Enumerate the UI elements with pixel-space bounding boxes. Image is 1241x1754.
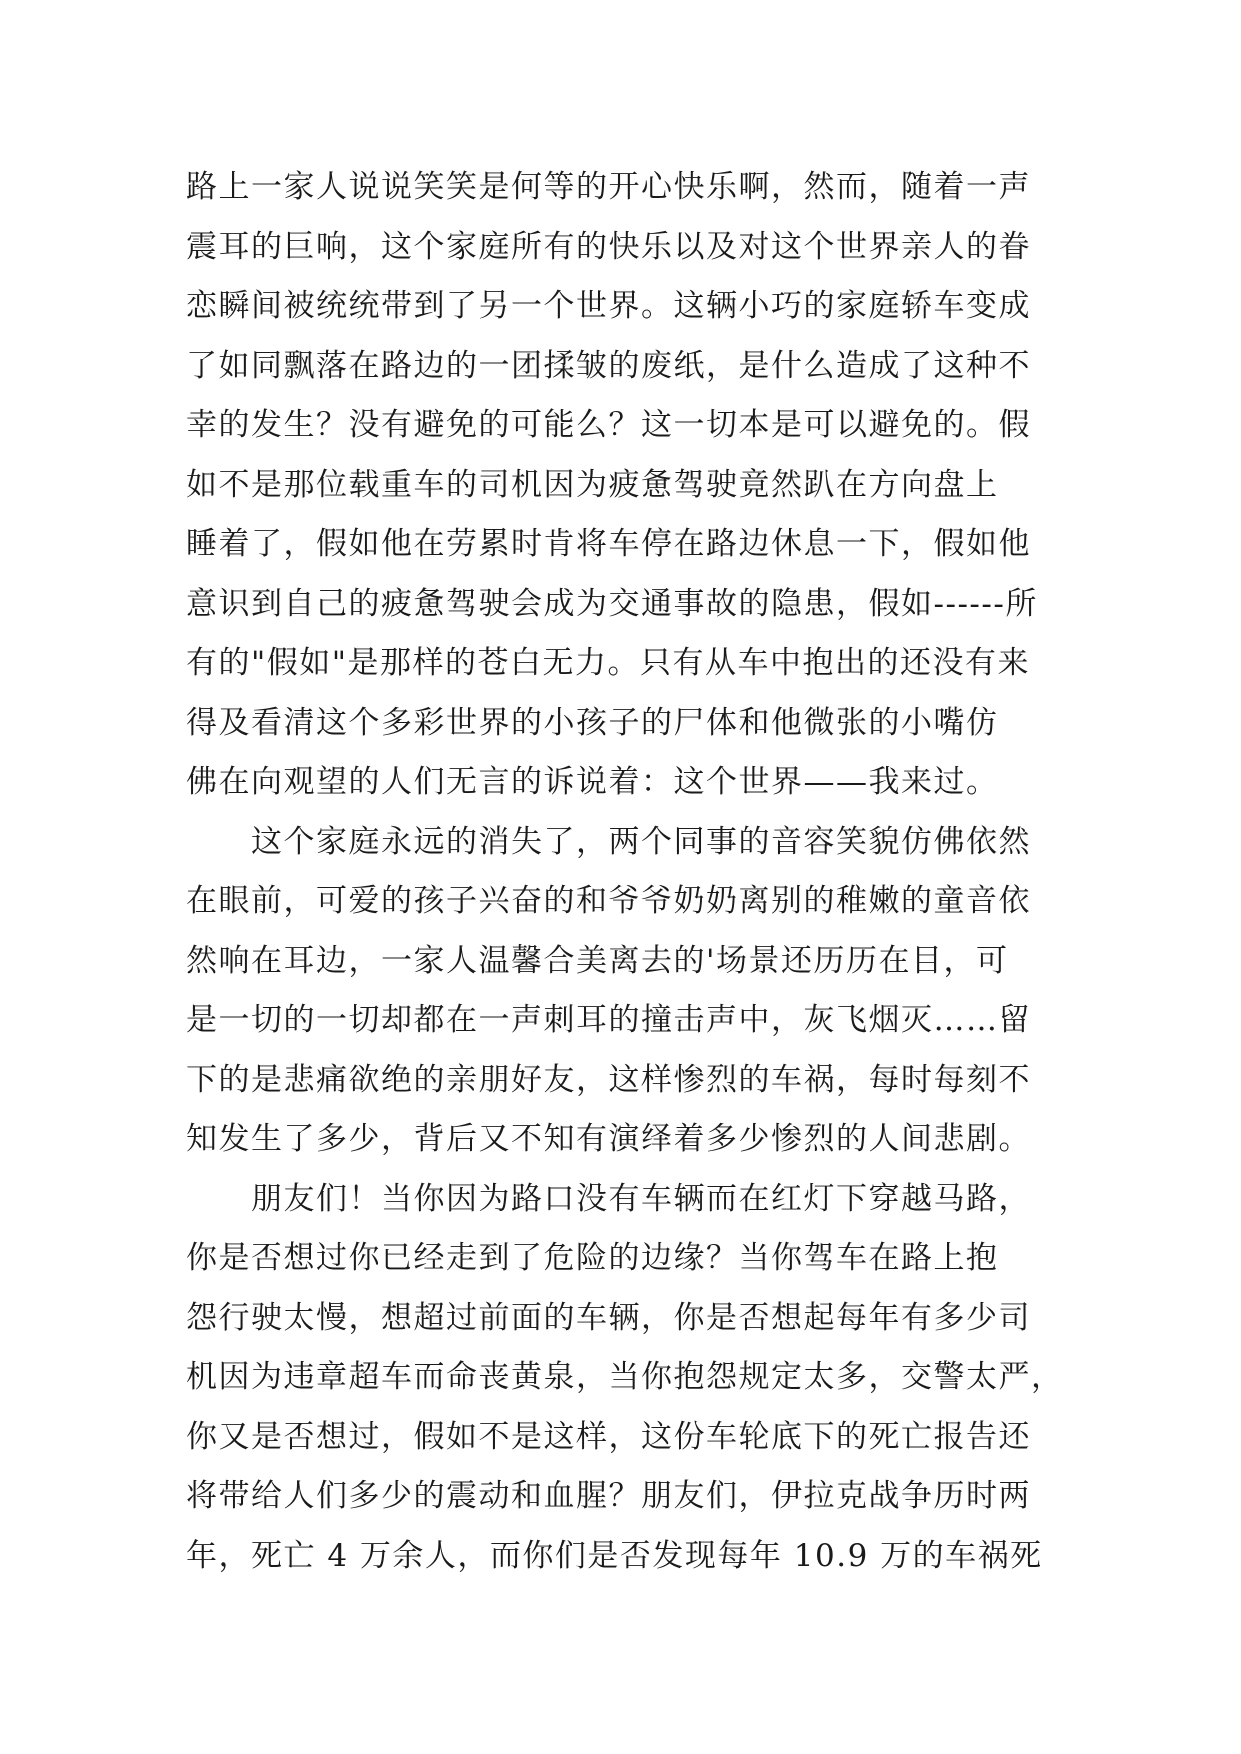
text-line: 路上一家人说说笑笑是何等的开心快乐啊，然而，随着一声 — [186, 169, 1031, 205]
text-line: 是一切的一切却都在一声刺耳的撞击声中，灰飞烟灭……留 — [186, 1002, 1031, 1038]
text-line: 知发生了多少，背后又不知有演绎着多少惨烈的人间悲剧。 — [186, 1121, 1031, 1157]
text-line: 恋瞬间被统统带到了另一个世界。这辆小巧的家庭轿车变成 — [186, 288, 1031, 324]
text-line: 怨行驶太慢，想超过前面的车辆，你是否想起每年有多少司 — [186, 1299, 1031, 1336]
text-line: 然响在耳边，一家人温馨合美离去的'场景还历历在目，可 — [186, 942, 1009, 979]
text-line: 下的是悲痛欲绝的亲朋好友，这样惨烈的车祸，每时每刻不 — [186, 1061, 1031, 1098]
text-line: 将带给人们多少的震动和血腥？朋友们，伊拉克战争历时两 — [186, 1478, 1031, 1514]
text-line: 幸的发生？没有避免的可能么？这一切本是可以避免的。假 — [186, 407, 1031, 443]
text-line: 你是否想过你已经走到了危险的边缘？当你驾车在路上抱 — [186, 1240, 999, 1276]
text-line: 意识到自己的疲惫驾驶会成为交通事故的隐患，假如------所 — [186, 585, 1038, 622]
text-line: 得及看清这个多彩世界的小孩子的尸体和他微张的小嘴仿 — [186, 704, 999, 741]
text-line: 年，死亡 4 万余人，而你们是否发现每年 10.9 万的车祸死 — [186, 1537, 1043, 1574]
text-line: 有的"假如"是那样的苍白无力。只有从车中抱出的还没有来 — [186, 645, 1031, 681]
text-line: 在眼前，可爱的孩子兴奋的和爷爷奶奶离别的稚嫩的童音依 — [186, 883, 1031, 919]
text-line: 机因为违章超车而命丧黄泉，当你抱怨规定太多，交警太严， — [186, 1359, 1064, 1395]
text-line: 睡着了，假如他在劳累时肯将车停在路边休息一下，假如他 — [186, 526, 1031, 562]
text-line: 这个家庭永远的消失了，两个同事的音容笑貌仿佛依然 — [186, 823, 1031, 860]
text-line: 朋友们！当你因为路口没有车辆而在红灯下穿越马路， — [186, 1180, 1031, 1217]
text-line: 如不是那位载重车的司机因为疲惫驾驶竟然趴在方向盘上 — [186, 466, 999, 503]
text-line: 了如同飘落在路边的一团揉皱的废纸，是什么造成了这种不 — [186, 347, 1031, 384]
text-line: 你又是否想过，假如不是这样，这份车轮底下的死亡报告还 — [186, 1418, 1031, 1455]
body-text — [186, 158, 1066, 1586]
text-line: 震耳的巨响，这个家庭所有的快乐以及对这个世界亲人的眷 — [186, 228, 1031, 265]
text-line: 佛在向观望的人们无言的诉说着：这个世界——我来过。 — [186, 764, 999, 800]
